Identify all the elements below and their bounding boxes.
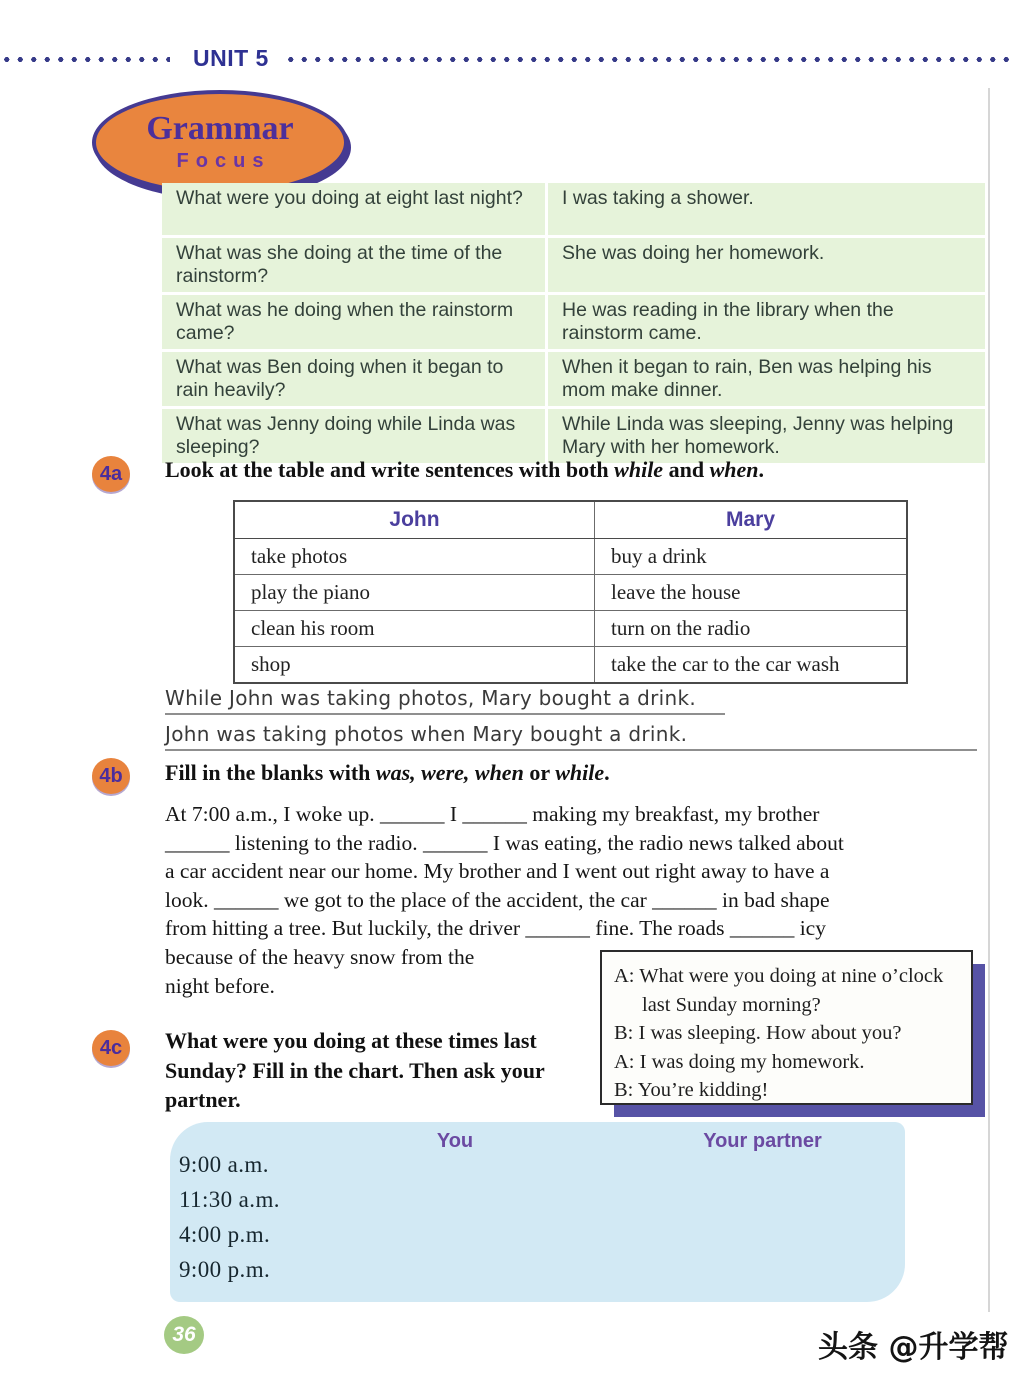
paragraph-line: from hitting a tree. But luckily, the driver ______ fine. The roads ______ icy [165,916,826,941]
dialog-text: You’re kidding! [637,1079,769,1101]
table-row [234,575,907,611]
john-cell: clean his room [234,611,595,647]
dialog-text: I was doing my homework. [639,1050,865,1073]
paragraph-line: night before. [165,973,275,998]
paragraph-line: ______ listening to the radio. ______ I was eating, the radio news talked about [165,830,844,855]
table-row [234,539,907,575]
instruction-text: . [604,760,610,785]
grammar-focus-title: Grammar [146,110,294,147]
table-row [162,406,985,463]
mary-cell: turn on the radio [595,611,908,647]
chart-header-you: You [436,1130,474,1152]
dialog-line [614,1076,963,1105]
speaker-label: A: [614,1050,635,1073]
example-sentence-when: John was taking photos when Mary bought a drink. [165,722,977,751]
speaker-label: B: [614,1079,634,1101]
chart-time-label: 11:30 a.m. [179,1187,280,1212]
speaker-label: B: [614,1022,634,1044]
question-cell: What was she doing at the time of the rainstorm? [162,238,545,292]
watermark-text: 头条 @升学帮 [818,1330,1009,1365]
table-row [234,611,907,647]
instruction-text: or [523,760,556,785]
question-cell: What was Jenny doing while Linda was sleeping? [162,409,545,463]
paragraph-line: look. ______ we got to the place of the accident, the car ______ in bad shape [165,887,830,912]
chart-header-your-partner: Your partner [703,1130,822,1152]
unit-label: UNIT 5 [193,45,269,71]
answer-cell: While Linda was sleeping, Jenny was helping Mary with her homework. [545,409,985,463]
answer-cell: She was doing her homework. [545,238,985,292]
instruction-italic: was, were, when [375,760,524,785]
instruction-italic: while [614,457,664,482]
header-dotted-line-left [0,56,170,63]
john-cell: take photos [234,539,595,575]
instruction-italic: when [709,457,759,482]
chart-time-label: 9:00 p.m. [179,1257,271,1282]
grammar-focus-table [162,183,985,463]
column-header-mary: Mary [595,501,908,539]
dialog-line [614,1019,963,1048]
instruction-text: and [663,457,710,482]
answer-cell: I was taking a shower. [545,183,985,235]
speaker-label: A: [614,965,635,987]
instruction-text: Look at the table and write sentences with both [165,457,615,482]
mary-cell: buy a drink [595,539,908,575]
grammar-focus-subtitle: Focus [176,150,271,172]
section-4a-instruction [165,457,1005,483]
instruction-text: . [758,457,764,482]
dialog-line [614,962,963,1019]
question-cell: What were you doing at eight last night? [162,183,545,235]
page-edge-line [988,88,990,1312]
answer-chart [170,1122,905,1302]
mary-cell: leave the house [595,575,908,611]
example-sentence-while: While John was taking photos, Mary bought a drink. [165,686,725,715]
section-4b-badge: 4b [92,758,130,794]
dialog-text: I was sleeping. How about you? [638,1022,902,1044]
dialog-text: What were you doing at nine o’clock last Sunday morning? [639,965,944,1016]
question-cell: What was Ben doing when it began to rain heavily? [162,352,545,406]
john-cell: shop [234,647,595,684]
table-row [162,183,985,235]
table-header-row [234,501,907,539]
column-header-john: John [234,501,595,539]
grammar-focus-badge [92,90,348,195]
instruction-text: Fill in the blanks with [165,760,376,785]
section-4c-instruction: What were you doing at these times last Sunday? Fill in the chart. Then ask your partner. [165,1028,545,1112]
paragraph-line: At 7:00 a.m., I woke up. ______ I ______ making my breakfast, my brother [165,802,820,826]
dialog-line [614,1048,963,1077]
paragraph-line: a car accident near our home. My brother and I went out right away to have a [165,859,830,884]
sample-dialog-box [600,950,973,1105]
mary-cell: take the car to the car wash [595,647,908,684]
answer-cell: He was reading in the library when the rainstorm came. [545,295,985,349]
table-row [162,235,985,292]
john-mary-table [233,500,908,684]
instruction-italic: while [555,760,605,785]
paragraph-line: because of the heavy snow from the [165,944,475,969]
section-4c-badge: 4c [92,1030,130,1066]
page-number-badge: 36 [164,1316,204,1354]
table-row [234,647,907,684]
section-4b-instruction [165,760,1005,786]
table-row [162,349,985,406]
john-cell: play the piano [234,575,595,611]
header-dotted-line-right [284,56,1014,63]
question-cell: What was he doing when the rainstorm came? [162,295,545,349]
chart-time-label: 9:00 a.m. [179,1152,269,1177]
chart-time-label: 4:00 p.m. [179,1222,271,1247]
section-4a-badge: 4a [92,456,130,492]
table-row [162,292,985,349]
answer-cell: When it began to rain, Ben was helping his mom make dinner. [545,352,985,406]
